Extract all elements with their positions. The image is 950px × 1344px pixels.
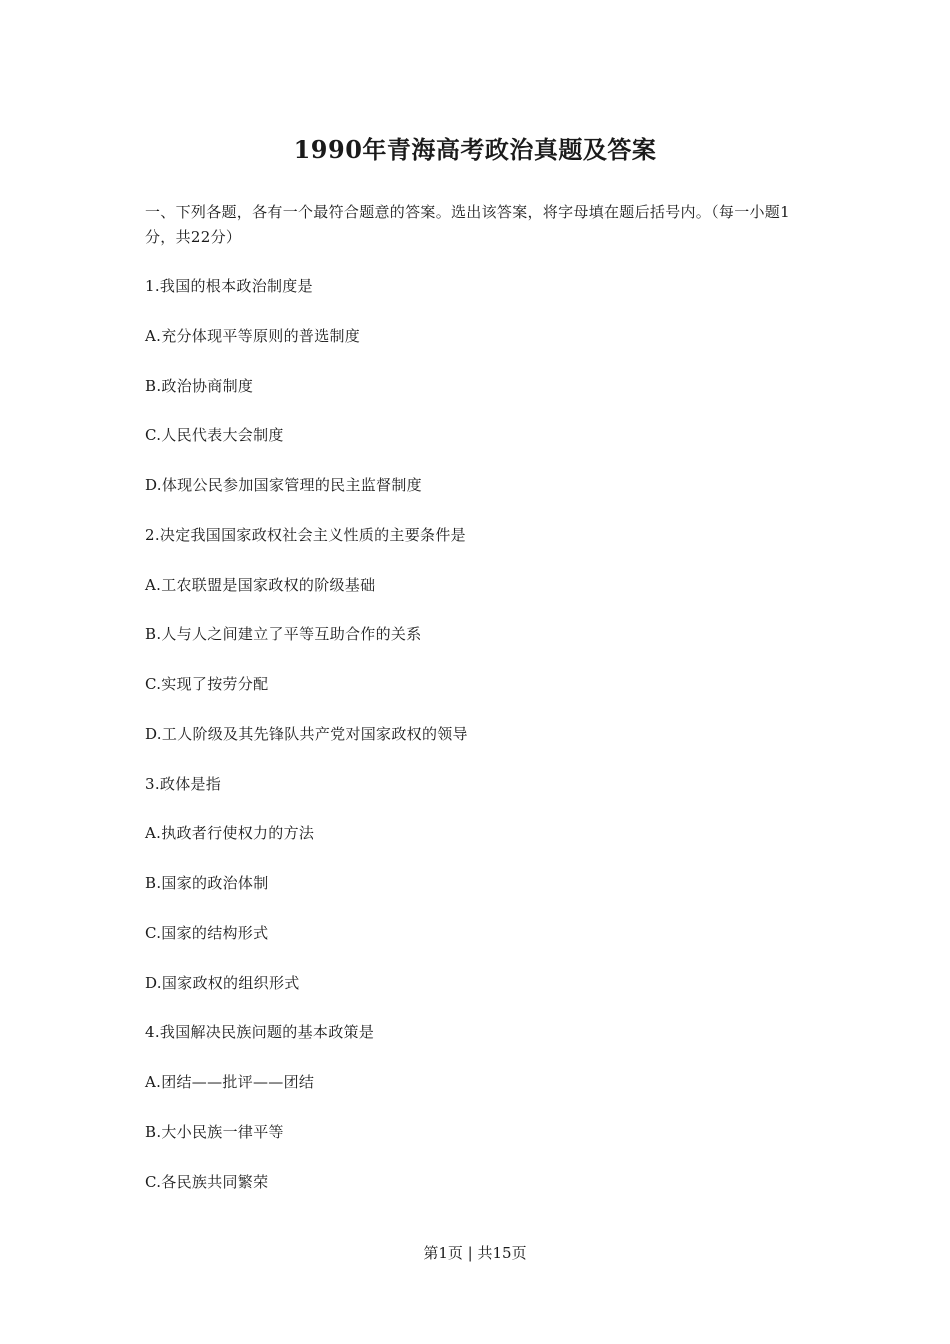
question-3-option-b: B.国家的政治体制 (145, 874, 269, 892)
question-4-option-a: A.团结——批评——团结 (145, 1073, 315, 1091)
question-1: 1.我国的根本政治制度是 (145, 277, 313, 295)
question-1-option-c: C.人民代表大会制度 (145, 426, 284, 444)
question-2-option-d: D.工人阶级及其先锋队共产党对国家政权的领导 (145, 725, 468, 743)
question-4: 4.我国解决民族问题的基本政策是 (145, 1023, 375, 1041)
question-1-option-a: A.充分体现平等原则的普选制度 (145, 327, 361, 345)
question-2: 2.决定我国国家政权社会主义性质的主要条件是 (145, 526, 466, 544)
section-instruction: 一、下列各题，各有一个最符合题意的答案。选出该答案，将字母填在题后括号内。（每一小题1分，共22分） (145, 203, 790, 246)
question-1-option-b: B.政治协商制度 (145, 377, 254, 395)
question-1-option-d: D.体现公民参加国家管理的民主监督制度 (145, 476, 422, 494)
question-2-option-a: A.工农联盟是国家政权的阶级基础 (145, 576, 376, 594)
question-3-option-d: D.国家政权的组织形式 (145, 974, 300, 992)
question-4-option-b: B.大小民族一律平等 (145, 1123, 284, 1141)
question-2-option-c: C.实现了按劳分配 (145, 675, 269, 693)
page-title: 1990年青海高考政治真题及答案 (293, 135, 657, 164)
question-2-option-b: B.人与人之间建立了平等互助合作的关系 (145, 625, 422, 643)
question-4-option-c: C.各民族共同繁荣 (145, 1173, 269, 1191)
question-3-option-c: C.国家的结构形式 (145, 924, 269, 942)
page-footer: 第1页 | 共15页 (423, 1244, 527, 1262)
question-3: 3.政体是指 (145, 775, 222, 793)
question-3-option-a: A.执政者行使权力的方法 (145, 824, 315, 842)
